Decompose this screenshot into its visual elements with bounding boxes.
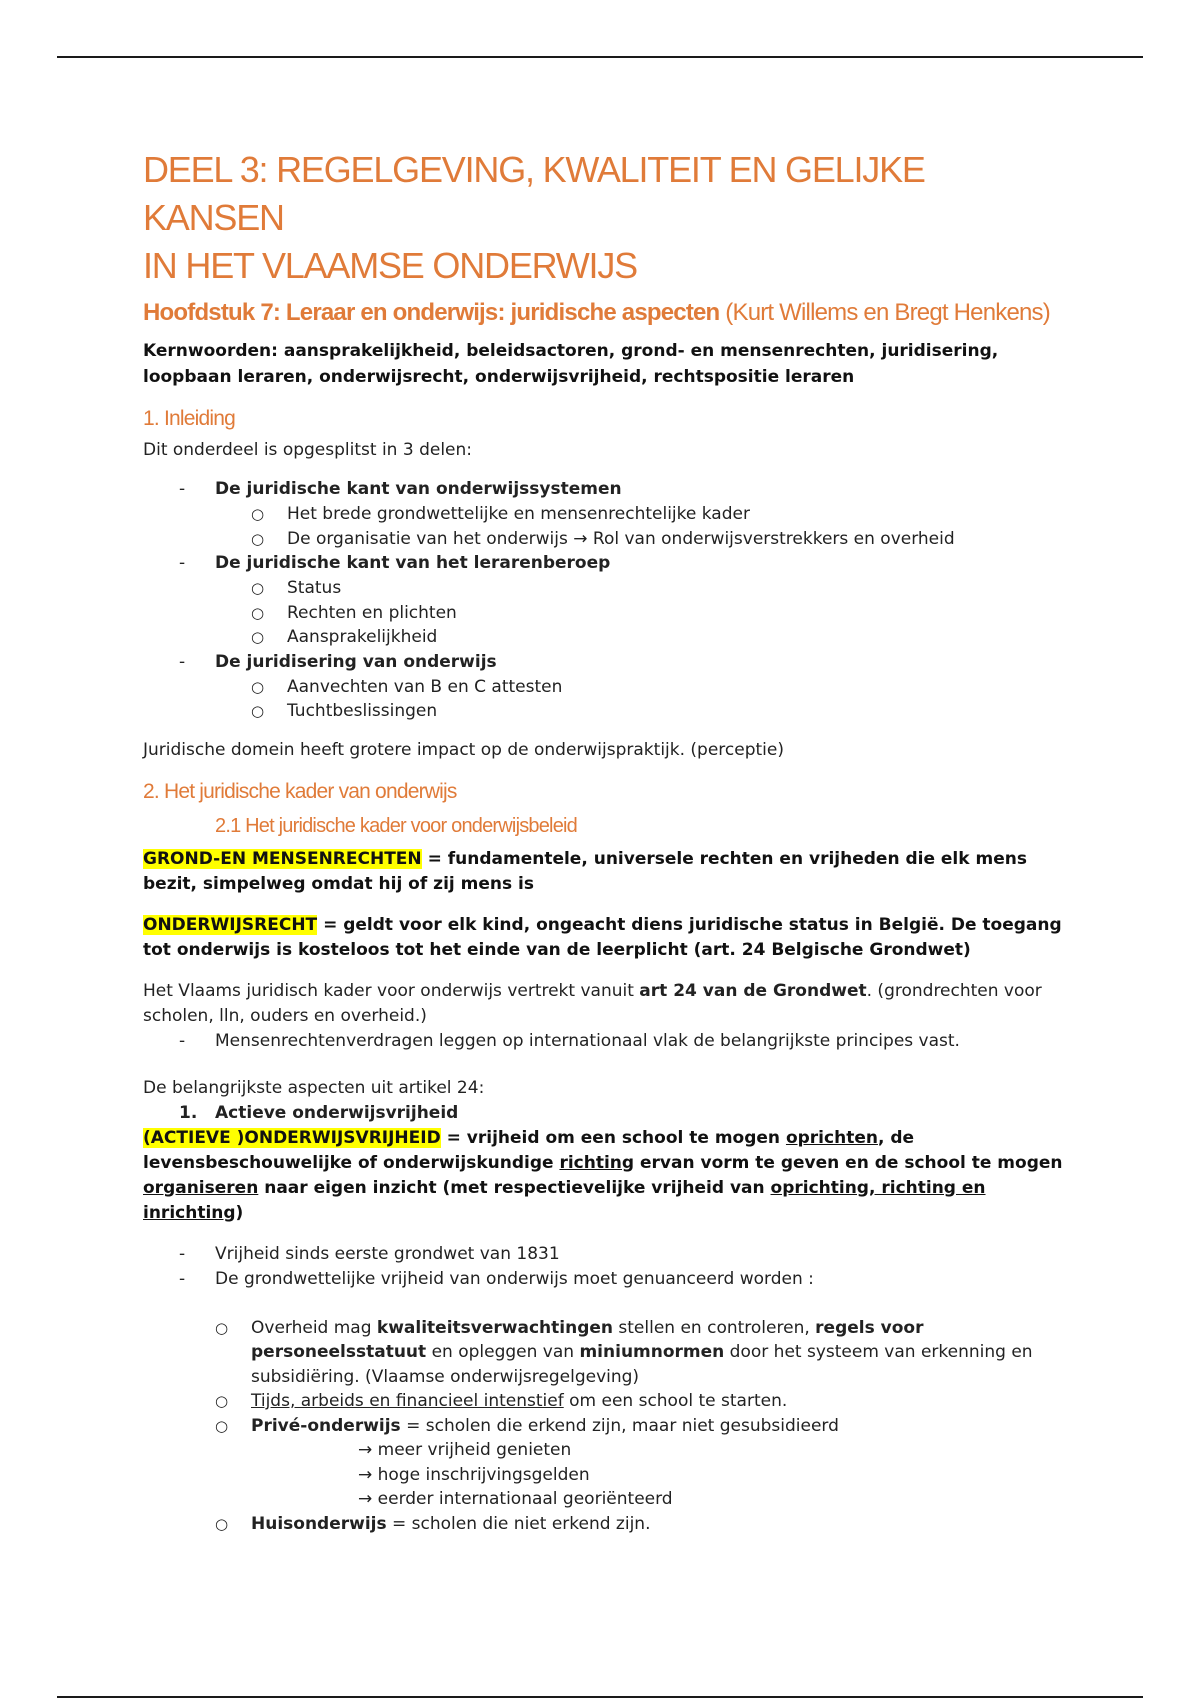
list-item: ○ Tuchtbeslissingen <box>251 701 438 721</box>
definition-onderwijsrecht: ONDERWIJSRECHT = geldt voor elk kind, ongeacht diens juridische status in België. De toegang tot onderwijs is kosteloos tot het einde van de leerplicht (art. 24 Belgische Grondwet) <box>143 914 1062 960</box>
list-item: - Mensenrechtenverdragen leggen op internationaal vlak de belangrijkste principes vast. <box>179 1030 960 1051</box>
aspect-1-heading: 1. Actieve onderwijsvrijheid <box>179 1102 459 1123</box>
nuance-list <box>143 1316 1063 1439</box>
subsection-heading-onderwijsbeleid: 2.1 Het juridische kader voor onderwijsbeleid <box>215 814 577 837</box>
list-item: - Vrijheid sinds eerste grondwet van 1831 <box>179 1243 560 1264</box>
private-points <box>143 1438 1063 1512</box>
freedom-bullets <box>143 1242 1063 1292</box>
bottom-rule <box>57 1696 1143 1698</box>
list-item: ○ Het brede grondwettelijke en mensenrechtelijke kader <box>251 504 750 524</box>
list-item: ○ Aansprakelijkheid <box>251 627 438 647</box>
part-2 <box>143 551 1063 576</box>
part-title: - De juridisering van onderwijs <box>179 651 497 672</box>
document-body <box>143 146 1063 1536</box>
part-3 <box>143 650 1063 675</box>
part-title: - De juridische kant van onderwijssystemen <box>179 479 622 499</box>
chapter-heading: Hoofdstuk 7: Leraar en onderwijs: juridische aspecten (Kurt Willems en Bregt Henkens) <box>143 299 1050 326</box>
list-item: - De grondwettelijke vrijheid van onderwijs moet genuanceerd worden : <box>179 1268 814 1289</box>
intro-text: Dit onderdeel is opgesplitst in 3 delen: <box>143 440 473 460</box>
part-items <box>143 576 1063 650</box>
definition-onderwijsvrijheid: (ACTIEVE )ONDERWIJSVRIJHEID = vrijheid om een school te mogen oprichten, de levensbeschouwelijke of onderwijskundige richting ervan vorm te geven en de school te mogen organiseren naar eigen inzicht (met respectievelijke vrijheid van oprichting, richting en inrichting) <box>143 1127 1063 1223</box>
section-heading-inleiding: 1. Inleiding <box>143 407 235 430</box>
vlaams-kader-bullets <box>143 1029 1063 1054</box>
list-item: → eerder internationaal georiënteerd <box>358 1489 673 1509</box>
part-1 <box>143 477 1063 502</box>
definition-grondrechten: GROND-EN MENSENRECHTEN = fundamentele, universele rechten en vrijheden die elk mens bezit, simpelweg omdat hij of zij mens is <box>143 848 1027 894</box>
list-item: ○ De organisatie van het onderwijs → Rol van onderwijsverstrekkers en overheid <box>251 528 955 549</box>
aspects-intro: De belangrijkste aspecten uit artikel 24: <box>143 1077 485 1098</box>
parts-list <box>143 477 1063 724</box>
top-rule <box>57 56 1143 58</box>
section-heading-juridisch-kader: 2. Het juridische kader van onderwijs <box>143 779 457 803</box>
list-item: ○ Overheid mag kwaliteitsverwachtingen stellen en controleren, regels voor personeelsstatuut en opleggen van miniumnormen door het systeem van erkenning en subsidiëring. (Vlaamse onderwijsregelgeving) <box>215 1317 1033 1387</box>
page-title: DEEL 3: REGELGEVING, KWALITEIT EN GELIJKE KANSEN IN HET VLAAMSE ONDERWIJS <box>143 149 925 286</box>
list-item: ○ Huisonderwijs = scholen die niet erkend zijn. <box>215 1513 651 1534</box>
intro-closing: Juridische domein heeft grotere impact op de onderwijspraktijk. (perceptie) <box>143 739 784 760</box>
list-item: ○ Rechten en plichten <box>251 602 457 623</box>
list-item: → meer vrijheid genieten <box>358 1440 572 1460</box>
keywords: Kernwoorden: aansprakelijkheid, beleidsactoren, grond- en mensenrechten, juridisering, loopbaan leraren, onderwijsrecht, onderwijsvrijheid, rechtspositie leraren <box>143 341 999 387</box>
vlaams-kader: Het Vlaams juridisch kader voor onderwijs vertrekt vanuit art 24 van de Grondwet. (grondrechten voor scholen, lln, ouders en overheid.) <box>143 980 1042 1026</box>
nuance-list-continued <box>143 1512 1063 1537</box>
list-item: ○ Tijds, arbeids en financieel intenstief om een school te starten. <box>215 1391 788 1411</box>
list-item: ○ Privé-onderwijs = scholen die erkend zijn, maar niet gesubsidieerd <box>215 1415 839 1436</box>
list-item: → hoge inschrijvingsgelden <box>358 1464 590 1485</box>
part-title: - De juridische kant van het lerarenberoep <box>179 553 611 573</box>
list-item: ○ Aanvechten van B en C attesten <box>251 676 563 697</box>
part-items <box>143 675 1063 724</box>
list-item: ○ Status <box>251 578 342 598</box>
part-items <box>143 502 1063 551</box>
